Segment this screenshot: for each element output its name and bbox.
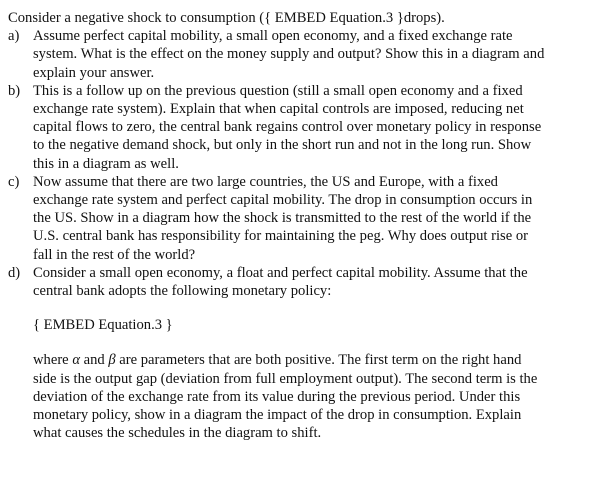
- document-body: [8, 9, 608, 442]
- question-b: [8, 82, 608, 173]
- text-line: monetary policy, show in a diagram the impact of the drop in consumption. Explain: [33, 407, 522, 424]
- embed-field: { EMBED Equation.3 }: [264, 10, 404, 26]
- question-text: [33, 264, 608, 443]
- question-letter: d): [8, 264, 21, 281]
- text-line: U.S. central bank has responsibility for maintaining the peg. Why does output rise or: [33, 228, 529, 245]
- question-letter: b): [8, 82, 21, 99]
- beta-symbol: β: [108, 352, 116, 369]
- text-line: exchange rate system and perfect capital mobility. The drop in consumption occurs in: [33, 192, 533, 209]
- text-line: explain your answer.: [33, 64, 155, 81]
- question-a: [8, 27, 608, 82]
- alpha-symbol: α: [72, 352, 80, 369]
- text-line: Now assume that there are two large countries, the US and Europe, with a fixed: [33, 173, 498, 190]
- question-text: [33, 27, 608, 82]
- text-line: fall in the rest of the world?: [33, 246, 196, 263]
- text-line: this in a diagram as well.: [33, 155, 179, 172]
- intro-text: Consider a negative shock to consumption (: [8, 10, 265, 26]
- text-line: [33, 351, 608, 369]
- text-line: system. What is the effect on the money supply and output? Show this in a diagram and: [33, 46, 545, 63]
- text-line: to the negative demand shock, but only in the short run and not in the long run. Show: [33, 137, 532, 154]
- question-letter: a): [8, 28, 20, 45]
- text-line: exchange rate system). Explain that when capital controls are imposed, reducing net: [33, 101, 524, 118]
- intro-paragraph: [8, 9, 608, 27]
- text-line: capital flows to zero, the central bank regains control over monetary policy in response: [33, 119, 542, 136]
- text-fragment: are parameters that are both positive. The first term on the right hand: [115, 352, 522, 369]
- question-letter: c): [8, 173, 20, 190]
- text-line: This is a follow up on the previous question (still a small open economy and a fixed: [33, 82, 523, 99]
- question-c: [8, 173, 608, 264]
- text-line: central bank adopts the following monetary policy:: [33, 283, 332, 300]
- question-d: [8, 264, 608, 443]
- text-line: the US. Show in a diagram how the shock is transmitted to the rest of the world if the: [33, 210, 532, 227]
- text-fragment: where: [33, 352, 73, 369]
- text-line: Consider a small open economy, a float and perfect capital mobility. Assume that the: [33, 264, 528, 281]
- intro-suffix: drops).: [403, 10, 445, 26]
- text-line: what causes the schedules in the diagram to shift.: [33, 425, 322, 442]
- question-text: [33, 173, 608, 264]
- question-text: [33, 82, 608, 173]
- embed-field: { EMBED Equation.3 }: [33, 317, 173, 334]
- text-line: deviation of the exchange rate from its value during the previous period. Under this: [33, 388, 521, 405]
- text-line: Assume perfect capital mobility, a small open economy, and a fixed exchange rate: [33, 28, 513, 45]
- text-fragment: and: [79, 352, 109, 369]
- text-line: side is the output gap (deviation from full employment output). The second term is the: [33, 370, 538, 387]
